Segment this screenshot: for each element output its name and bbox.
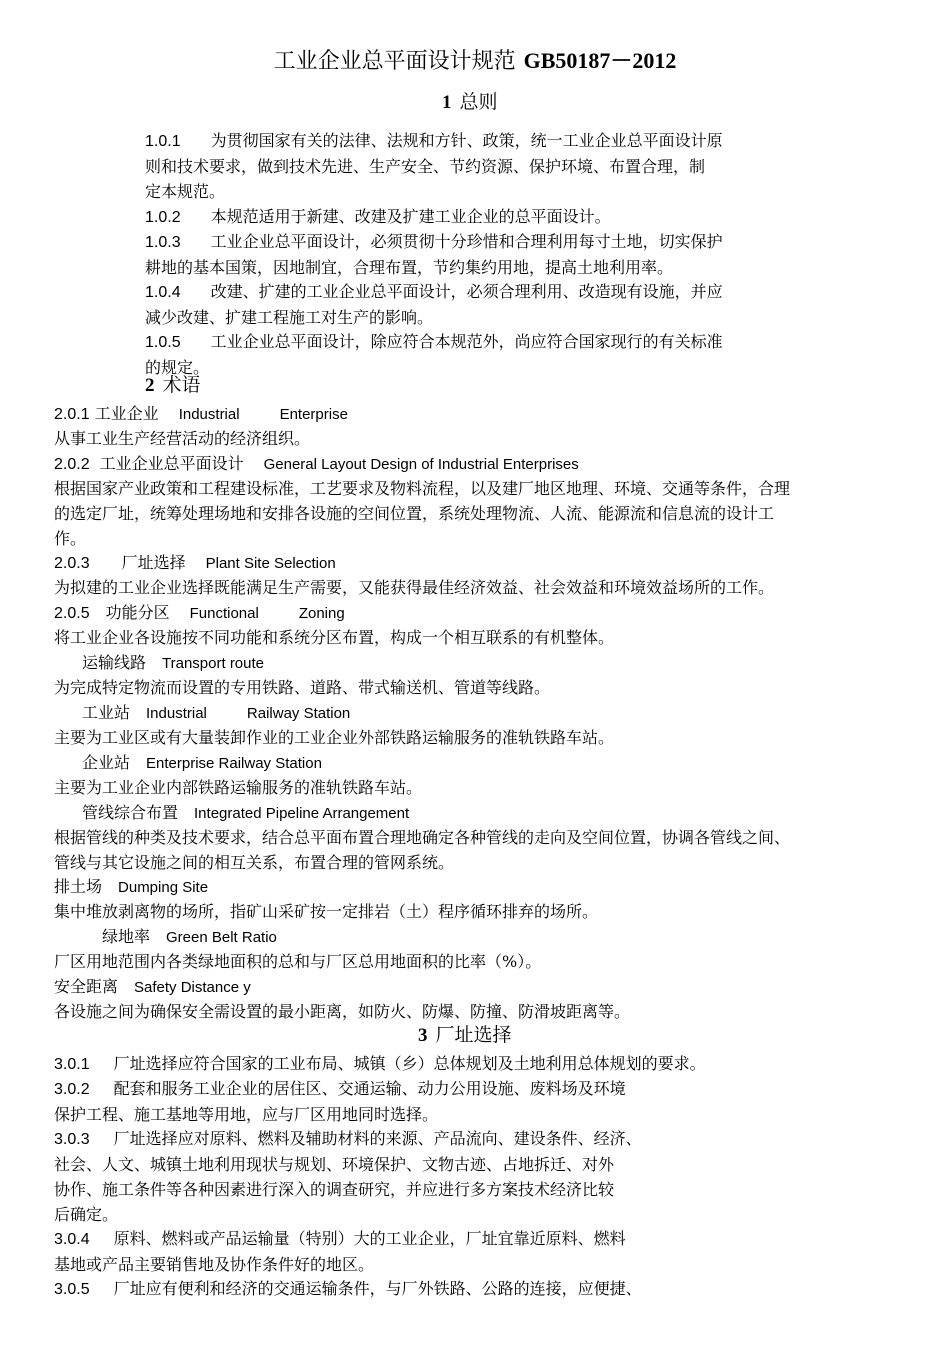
term-2-0-1: 2.0.1 工业企业 Industrial Enterprise [54,404,348,423]
term-industrial-station: 工业站 Industrial Railway Station [82,703,351,722]
clause-3-0-2: 3.0.2 配套和服务工业企业的居住区、交通运输、动力公用设施、废料场及环境 保护工程、施工基地等用地，应与厂区用地同时选择。 [54,1079,626,1124]
term-2-0-1-definition: 从事工业生产经营活动的经济组织。 [54,429,311,448]
term-2-0-3-definition: 为拟建的工业企业选择既能满足生产需要，又能获得最佳经济效益、社会效益和环境效益场所的工作。 [54,578,775,597]
term-2-0-5-definition: 将工业企业各设施按不同功能和系统分区布置，构成一个相互联系的有机整体。 [54,628,615,647]
clause-3-0-4: 3.0.4 原料、燃料或产品运输量（特别）大的工业企业，厂址宜靠近原料、燃料 基地或产品主要销售地及协作条件好的地区。 [54,1229,626,1274]
term-transport-route-definition: 为完成特定物流而设置的专用铁路、道路、带式输送机、管道等线路。 [54,678,551,697]
term-green-belt-ratio: 绿地率 Green Belt Ratio [102,927,277,946]
clause-1-0-3: 1.0.3 工业企业总平面设计，必须贯彻十分珍惜和合理利用每寸土地，切实保护 耕地的基本国策，因地制宜，合理布置，节约集约用地，提高土地利用率。 [145,232,723,277]
term-dumping-site-definition: 集中堆放剥离物的场所，指矿山采矿按一定排岩（土）程序循环排弃的场所。 [54,902,599,921]
standard-code: GB50187－2012 [523,48,677,73]
clause-1-0-5: 1.0.5 工业企业总平面设计，除应符合本规范外，尚应符合国家现行的有关标准 的规定。 [145,332,723,377]
clause-1-0-2: 1.0.2 本规范适用于新建、改建及扩建工业企业的总平面设计。 [145,207,611,226]
clause-1-0-4: 1.0.4 改建、扩建的工业企业总平面设计，必须合理利用、改造现有设施，并应 减少改建、扩建工程施工对生产的影响。 [145,282,723,327]
clause-3-0-1: 3.0.1 厂址选择应符合国家的工业布局、城镇（乡）总体规划及土地利用总体规划的要求。 [54,1054,706,1073]
term-pipeline-arrangement-definition: 根据管线的种类及技术要求，结合总平面布置合理地确定各种管线的走向及空间位置，协调各管线之间、 管线与其它设施之间的相互关系，布置合理的管网系统。 [54,828,791,872]
term-2-0-2-definition: 根据国家产业政策和工程建设标准，工艺要求及物料流程，以及建厂地区地理、环境、交通等条件，合理 的选定厂址，统筹处理场地和安排各设施的空间位置，系统处理物流、人流、能源流和信息流的设计工 作。 [54,479,791,548]
term-2-0-2: 2.0.2 工业企业总平面设计 General Layout Design of Industrial Enterprises [54,454,579,473]
title-text: 工业企业总平面设计规范 [273,49,516,74]
clause-3-0-5: 3.0.5 厂址应有便利和经济的交通运输条件，与厂外铁路、公路的连接，应便捷、 [54,1279,642,1298]
term-safety-distance-definition: 各设施之间为确保安全需设置的最小距离，如防火、防爆、防撞、防滑坡距离等。 [54,1002,631,1021]
term-pipeline-arrangement: 管线综合布置 Integrated Pipeline Arrangement [82,803,410,822]
chapter-2-heading: 2 术语 [145,374,201,396]
clause-1-0-1: 1.0.1 为贯彻国家有关的法律、法规和方针、政策，统一工业企业总平面设计原 则和技术要求，做到技术先进、生产安全、节约资源、保护环境、布置合理，制 定本规范。 [145,131,723,201]
document-title [0,46,950,77]
term-2-0-3: 2.0.3 厂址选择 Plant Site Selection [54,553,336,572]
term-enterprise-station-definition: 主要为工业企业内部铁路运输服务的准轨铁路车站。 [54,778,423,797]
term-green-belt-ratio-definition: 厂区用地范围内各类绿地面积的总和与厂区总用地面积的比率（%）。 [54,952,542,971]
term-industrial-station-definition: 主要为工业区或有大量装卸作业的工业企业外部铁路运输服务的准轨铁路车站。 [54,728,615,747]
term-2-0-5: 2.0.5 功能分区 Functional Zoning [54,603,345,622]
chapter-3-heading: 3 厂址选择 [418,1024,512,1046]
term-dumping-site: 排土场 Dumping Site [54,877,209,896]
term-transport-route: 运输线路 Transport route [82,653,265,672]
term-safety-distance: 安全距离 Safety Distance y [54,977,251,996]
term-enterprise-station: 企业站 Enterprise Railway Station [82,753,322,772]
clause-3-0-3: 3.0.3 厂址选择应对原料、燃料及辅助材料的来源、产品流向、建设条件、经济、 社会、人文、城镇土地利用现状与规划、环境保护、文物古迹、占地拆迁、对外 协作、施工条件等各种因素进行深入的调查研究，并应进行多方案技术经济比较 后确定。 [54,1129,642,1224]
chapter-1-heading: 1 总则 [442,91,498,113]
